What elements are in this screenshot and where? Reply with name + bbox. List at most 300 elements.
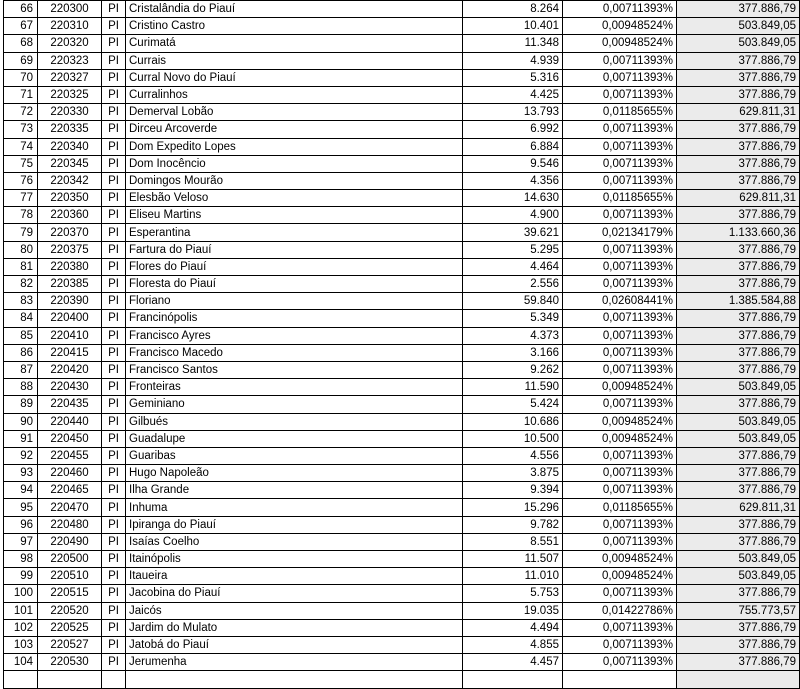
population: 4.356 bbox=[463, 172, 563, 189]
percentage: 0,00711393% bbox=[563, 619, 677, 636]
population: 4.939 bbox=[463, 52, 563, 69]
municipality-name: Cristalândia do Piauí bbox=[126, 1, 463, 18]
row-number: 76 bbox=[4, 172, 38, 189]
population: 4.494 bbox=[463, 619, 563, 636]
row-number: 66 bbox=[4, 1, 38, 18]
percentage: 0,00711393% bbox=[563, 310, 677, 327]
row-number: 73 bbox=[4, 121, 38, 138]
amount: 503.849,05 bbox=[677, 18, 800, 35]
population: 9.546 bbox=[463, 155, 563, 172]
municipality-name: Domingos Mourão bbox=[126, 172, 463, 189]
row-number: 74 bbox=[4, 138, 38, 155]
amount: 377.886,79 bbox=[677, 636, 800, 653]
population: 4.900 bbox=[463, 207, 563, 224]
table-row bbox=[4, 241, 800, 258]
percentage: 0,00711393% bbox=[563, 465, 677, 482]
ibge-code: 220310 bbox=[38, 18, 102, 35]
ibge-code: 220470 bbox=[38, 499, 102, 516]
state-code: PI bbox=[102, 104, 126, 121]
population: 10.401 bbox=[463, 18, 563, 35]
table-row bbox=[4, 35, 800, 52]
amount: 377.886,79 bbox=[677, 241, 800, 258]
table-row bbox=[4, 1, 800, 18]
municipality-name: Demerval Lobão bbox=[126, 104, 463, 121]
state-code: PI bbox=[102, 482, 126, 499]
population: 4.425 bbox=[463, 86, 563, 103]
population: 5.295 bbox=[463, 241, 563, 258]
state-code: PI bbox=[102, 258, 126, 275]
state-code: PI bbox=[102, 361, 126, 378]
population: 39.621 bbox=[463, 224, 563, 241]
amount: 1.385.584,88 bbox=[677, 293, 800, 310]
state-code: PI bbox=[102, 396, 126, 413]
population: 9.262 bbox=[463, 361, 563, 378]
amount: 377.886,79 bbox=[677, 138, 800, 155]
empty-cell bbox=[677, 671, 800, 688]
table-row bbox=[4, 482, 800, 499]
state-code: PI bbox=[102, 379, 126, 396]
amount: 755.773,57 bbox=[677, 602, 800, 619]
row-number: 77 bbox=[4, 190, 38, 207]
amount: 377.886,79 bbox=[677, 310, 800, 327]
row-number: 70 bbox=[4, 69, 38, 86]
amount: 377.886,79 bbox=[677, 52, 800, 69]
municipality-name: Guadalupe bbox=[126, 430, 463, 447]
table-row bbox=[4, 104, 800, 121]
amount: 377.886,79 bbox=[677, 207, 800, 224]
table-row bbox=[4, 430, 800, 447]
percentage: 0,01185655% bbox=[563, 104, 677, 121]
ibge-code: 220342 bbox=[38, 172, 102, 189]
percentage: 0,00948524% bbox=[563, 430, 677, 447]
population: 9.394 bbox=[463, 482, 563, 499]
percentage: 0,00711393% bbox=[563, 241, 677, 258]
amount: 377.886,79 bbox=[677, 533, 800, 550]
row-number: 85 bbox=[4, 327, 38, 344]
amount: 377.886,79 bbox=[677, 69, 800, 86]
ibge-code: 220450 bbox=[38, 430, 102, 447]
amount: 377.886,79 bbox=[677, 155, 800, 172]
row-number: 95 bbox=[4, 499, 38, 516]
municipality-name: Francinópolis bbox=[126, 310, 463, 327]
state-code: PI bbox=[102, 207, 126, 224]
percentage: 0,00711393% bbox=[563, 276, 677, 293]
empty-cell bbox=[38, 671, 102, 688]
municipality-name: Itainópolis bbox=[126, 551, 463, 568]
row-number: 91 bbox=[4, 430, 38, 447]
ibge-code: 220400 bbox=[38, 310, 102, 327]
state-code: PI bbox=[102, 241, 126, 258]
empty-cell bbox=[463, 671, 563, 688]
amount: 377.886,79 bbox=[677, 1, 800, 18]
population: 6.992 bbox=[463, 121, 563, 138]
percentage: 0,02134179% bbox=[563, 224, 677, 241]
table-row bbox=[4, 155, 800, 172]
row-number: 84 bbox=[4, 310, 38, 327]
amount: 377.886,79 bbox=[677, 344, 800, 361]
population: 9.782 bbox=[463, 516, 563, 533]
state-code: PI bbox=[102, 413, 126, 430]
table-row bbox=[4, 361, 800, 378]
municipality-name: Ipiranga do Piauí bbox=[126, 516, 463, 533]
row-number: 104 bbox=[4, 654, 38, 671]
percentage: 0,00711393% bbox=[563, 207, 677, 224]
amount: 377.886,79 bbox=[677, 619, 800, 636]
percentage: 0,00948524% bbox=[563, 18, 677, 35]
population: 4.855 bbox=[463, 636, 563, 653]
state-code: PI bbox=[102, 585, 126, 602]
amount: 503.849,05 bbox=[677, 551, 800, 568]
percentage: 0,00711393% bbox=[563, 52, 677, 69]
row-number: 67 bbox=[4, 18, 38, 35]
ibge-code: 220525 bbox=[38, 619, 102, 636]
amount: 377.886,79 bbox=[677, 327, 800, 344]
municipality-name: Ilha Grande bbox=[126, 482, 463, 499]
row-number: 102 bbox=[4, 619, 38, 636]
ibge-code: 220415 bbox=[38, 344, 102, 361]
municipality-name: Francisco Macedo bbox=[126, 344, 463, 361]
row-number: 90 bbox=[4, 413, 38, 430]
state-code: PI bbox=[102, 276, 126, 293]
table-body bbox=[4, 1, 800, 689]
ibge-code: 220465 bbox=[38, 482, 102, 499]
ibge-code: 220385 bbox=[38, 276, 102, 293]
empty-cell bbox=[4, 671, 38, 688]
municipality-name: Curimatá bbox=[126, 35, 463, 52]
state-code: PI bbox=[102, 52, 126, 69]
amount: 629.811,31 bbox=[677, 499, 800, 516]
row-number: 103 bbox=[4, 636, 38, 653]
state-code: PI bbox=[102, 344, 126, 361]
state-code: PI bbox=[102, 86, 126, 103]
table-row bbox=[4, 69, 800, 86]
table-row bbox=[4, 619, 800, 636]
ibge-code: 220460 bbox=[38, 465, 102, 482]
row-number: 82 bbox=[4, 276, 38, 293]
percentage: 0,00948524% bbox=[563, 568, 677, 585]
row-number: 80 bbox=[4, 241, 38, 258]
row-number: 96 bbox=[4, 516, 38, 533]
row-number: 69 bbox=[4, 52, 38, 69]
amount: 377.886,79 bbox=[677, 585, 800, 602]
row-number: 78 bbox=[4, 207, 38, 224]
table-row bbox=[4, 413, 800, 430]
ibge-code: 220327 bbox=[38, 69, 102, 86]
municipality-name: Esperantina bbox=[126, 224, 463, 241]
population: 4.373 bbox=[463, 327, 563, 344]
amount: 1.133.660,36 bbox=[677, 224, 800, 241]
percentage: 0,00711393% bbox=[563, 69, 677, 86]
state-code: PI bbox=[102, 430, 126, 447]
population: 19.035 bbox=[463, 602, 563, 619]
population: 5.316 bbox=[463, 69, 563, 86]
row-number: 98 bbox=[4, 551, 38, 568]
municipality-name: Dom Expedito Lopes bbox=[126, 138, 463, 155]
municipality-name: Flores do Piauí bbox=[126, 258, 463, 275]
state-code: PI bbox=[102, 516, 126, 533]
table-row bbox=[4, 86, 800, 103]
municipality-name: Inhuma bbox=[126, 499, 463, 516]
table-row bbox=[4, 447, 800, 464]
percentage: 0,00711393% bbox=[563, 585, 677, 602]
amount: 377.886,79 bbox=[677, 654, 800, 671]
municipality-name: Dirceu Arcoverde bbox=[126, 121, 463, 138]
table-row bbox=[4, 310, 800, 327]
state-code: PI bbox=[102, 568, 126, 585]
amount: 377.886,79 bbox=[677, 361, 800, 378]
percentage: 0,00711393% bbox=[563, 396, 677, 413]
table-row bbox=[4, 379, 800, 396]
population: 5.349 bbox=[463, 310, 563, 327]
row-number: 89 bbox=[4, 396, 38, 413]
municipality-name: Fartura do Piauí bbox=[126, 241, 463, 258]
table-row bbox=[4, 18, 800, 35]
population: 59.840 bbox=[463, 293, 563, 310]
amount: 377.886,79 bbox=[677, 86, 800, 103]
percentage: 0,01422786% bbox=[563, 602, 677, 619]
ibge-code: 220515 bbox=[38, 585, 102, 602]
state-code: PI bbox=[102, 327, 126, 344]
state-code: PI bbox=[102, 499, 126, 516]
population: 5.753 bbox=[463, 585, 563, 602]
population: 11.590 bbox=[463, 379, 563, 396]
percentage: 0,01185655% bbox=[563, 499, 677, 516]
table-row bbox=[4, 602, 800, 619]
municipality-name: Gilbués bbox=[126, 413, 463, 430]
row-number: 93 bbox=[4, 465, 38, 482]
municipality-name: Currais bbox=[126, 52, 463, 69]
population: 2.556 bbox=[463, 276, 563, 293]
amount: 629.811,31 bbox=[677, 104, 800, 121]
table-row bbox=[4, 344, 800, 361]
municipality-name: Curralinhos bbox=[126, 86, 463, 103]
empty-cell bbox=[102, 671, 126, 688]
table-row bbox=[4, 516, 800, 533]
table-row bbox=[4, 121, 800, 138]
amount: 503.849,05 bbox=[677, 35, 800, 52]
ibge-code: 220520 bbox=[38, 602, 102, 619]
ibge-code: 220510 bbox=[38, 568, 102, 585]
table-row bbox=[4, 258, 800, 275]
state-code: PI bbox=[102, 636, 126, 653]
municipality-name: Fronteiras bbox=[126, 379, 463, 396]
row-number: 101 bbox=[4, 602, 38, 619]
table-row bbox=[4, 52, 800, 69]
ibge-code: 220430 bbox=[38, 379, 102, 396]
percentage: 0,00711393% bbox=[563, 447, 677, 464]
percentage: 0,00711393% bbox=[563, 482, 677, 499]
amount: 629.811,31 bbox=[677, 190, 800, 207]
municipality-name: Geminiano bbox=[126, 396, 463, 413]
amount: 377.886,79 bbox=[677, 447, 800, 464]
state-code: PI bbox=[102, 533, 126, 550]
state-code: PI bbox=[102, 447, 126, 464]
municipality-name: Floresta do Piauí bbox=[126, 276, 463, 293]
row-number: 97 bbox=[4, 533, 38, 550]
population: 13.793 bbox=[463, 104, 563, 121]
state-code: PI bbox=[102, 293, 126, 310]
ibge-code: 220335 bbox=[38, 121, 102, 138]
state-code: PI bbox=[102, 190, 126, 207]
population: 10.500 bbox=[463, 430, 563, 447]
table-row bbox=[4, 327, 800, 344]
municipality-name: Elesbão Veloso bbox=[126, 190, 463, 207]
percentage: 0,00711393% bbox=[563, 636, 677, 653]
table-row bbox=[4, 585, 800, 602]
amount: 377.886,79 bbox=[677, 516, 800, 533]
population: 14.630 bbox=[463, 190, 563, 207]
empty-cell bbox=[126, 671, 463, 688]
municipality-table bbox=[3, 0, 800, 689]
row-number: 71 bbox=[4, 86, 38, 103]
amount: 377.886,79 bbox=[677, 258, 800, 275]
population: 8.264 bbox=[463, 1, 563, 18]
amount: 503.849,05 bbox=[677, 568, 800, 585]
row-number: 72 bbox=[4, 104, 38, 121]
population: 11.507 bbox=[463, 551, 563, 568]
ibge-code: 220530 bbox=[38, 654, 102, 671]
state-code: PI bbox=[102, 619, 126, 636]
state-code: PI bbox=[102, 224, 126, 241]
amount: 377.886,79 bbox=[677, 276, 800, 293]
ibge-code: 220360 bbox=[38, 207, 102, 224]
percentage: 0,00711393% bbox=[563, 361, 677, 378]
percentage: 0,01185655% bbox=[563, 190, 677, 207]
amount: 377.886,79 bbox=[677, 396, 800, 413]
ibge-code: 220440 bbox=[38, 413, 102, 430]
percentage: 0,02608441% bbox=[563, 293, 677, 310]
row-number: 83 bbox=[4, 293, 38, 310]
ibge-code: 220527 bbox=[38, 636, 102, 653]
population: 5.424 bbox=[463, 396, 563, 413]
table-row bbox=[4, 138, 800, 155]
percentage: 0,00711393% bbox=[563, 258, 677, 275]
table-row bbox=[4, 654, 800, 671]
state-code: PI bbox=[102, 1, 126, 18]
percentage: 0,00711393% bbox=[563, 121, 677, 138]
population: 4.464 bbox=[463, 258, 563, 275]
amount: 377.886,79 bbox=[677, 172, 800, 189]
population: 3.875 bbox=[463, 465, 563, 482]
municipality-name: Floriano bbox=[126, 293, 463, 310]
municipality-name: Cristino Castro bbox=[126, 18, 463, 35]
percentage: 0,00948524% bbox=[563, 379, 677, 396]
ibge-code: 220500 bbox=[38, 551, 102, 568]
row-number: 68 bbox=[4, 35, 38, 52]
row-number: 75 bbox=[4, 155, 38, 172]
ibge-code: 220490 bbox=[38, 533, 102, 550]
amount: 377.886,79 bbox=[677, 465, 800, 482]
percentage: 0,00711393% bbox=[563, 155, 677, 172]
municipality-name: Francisco Santos bbox=[126, 361, 463, 378]
state-code: PI bbox=[102, 465, 126, 482]
ibge-code: 220480 bbox=[38, 516, 102, 533]
percentage: 0,00711393% bbox=[563, 344, 677, 361]
population: 4.556 bbox=[463, 447, 563, 464]
percentage: 0,00711393% bbox=[563, 86, 677, 103]
percentage: 0,00948524% bbox=[563, 413, 677, 430]
empty-cell bbox=[563, 671, 677, 688]
row-number: 100 bbox=[4, 585, 38, 602]
ibge-code: 220325 bbox=[38, 86, 102, 103]
ibge-code: 220390 bbox=[38, 293, 102, 310]
state-code: PI bbox=[102, 138, 126, 155]
percentage: 0,00711393% bbox=[563, 138, 677, 155]
state-code: PI bbox=[102, 654, 126, 671]
amount: 503.849,05 bbox=[677, 430, 800, 447]
municipality-name: Isaías Coelho bbox=[126, 533, 463, 550]
table-row bbox=[4, 568, 800, 585]
ibge-code: 220320 bbox=[38, 35, 102, 52]
ibge-code: 220323 bbox=[38, 52, 102, 69]
table-row bbox=[4, 396, 800, 413]
ibge-code: 220420 bbox=[38, 361, 102, 378]
municipality-name: Hugo Napoleão bbox=[126, 465, 463, 482]
ibge-code: 220345 bbox=[38, 155, 102, 172]
percentage: 0,00711393% bbox=[563, 516, 677, 533]
row-number: 99 bbox=[4, 568, 38, 585]
state-code: PI bbox=[102, 35, 126, 52]
municipality-name: Jatobá do Piauí bbox=[126, 636, 463, 653]
state-code: PI bbox=[102, 121, 126, 138]
amount: 503.849,05 bbox=[677, 413, 800, 430]
ibge-code: 220455 bbox=[38, 447, 102, 464]
municipality-name: Dom Inocêncio bbox=[126, 155, 463, 172]
percentage: 0,00711393% bbox=[563, 654, 677, 671]
population: 4.457 bbox=[463, 654, 563, 671]
state-code: PI bbox=[102, 18, 126, 35]
ibge-code: 220435 bbox=[38, 396, 102, 413]
row-number: 79 bbox=[4, 224, 38, 241]
municipality-name: Curral Novo do Piauí bbox=[126, 69, 463, 86]
table-row bbox=[4, 207, 800, 224]
row-number: 88 bbox=[4, 379, 38, 396]
ibge-code: 220300 bbox=[38, 1, 102, 18]
table-row bbox=[4, 224, 800, 241]
table-row bbox=[4, 533, 800, 550]
table-row bbox=[4, 636, 800, 653]
ibge-code: 220370 bbox=[38, 224, 102, 241]
ibge-code: 220340 bbox=[38, 138, 102, 155]
table-row bbox=[4, 499, 800, 516]
municipality-name: Jardim do Mulato bbox=[126, 619, 463, 636]
table-row bbox=[4, 465, 800, 482]
table-row-partial bbox=[4, 671, 800, 688]
state-code: PI bbox=[102, 155, 126, 172]
population: 15.296 bbox=[463, 499, 563, 516]
percentage: 0,00711393% bbox=[563, 327, 677, 344]
row-number: 81 bbox=[4, 258, 38, 275]
population: 10.686 bbox=[463, 413, 563, 430]
row-number: 86 bbox=[4, 344, 38, 361]
amount: 503.849,05 bbox=[677, 379, 800, 396]
table-row bbox=[4, 551, 800, 568]
municipality-name: Francisco Ayres bbox=[126, 327, 463, 344]
municipality-name: Jaicós bbox=[126, 602, 463, 619]
table-row bbox=[4, 190, 800, 207]
percentage: 0,00711393% bbox=[563, 533, 677, 550]
population: 11.010 bbox=[463, 568, 563, 585]
municipality-name: Eliseu Martins bbox=[126, 207, 463, 224]
percentage: 0,00711393% bbox=[563, 172, 677, 189]
ibge-code: 220350 bbox=[38, 190, 102, 207]
state-code: PI bbox=[102, 172, 126, 189]
row-number: 92 bbox=[4, 447, 38, 464]
municipality-name: Itaueira bbox=[126, 568, 463, 585]
ibge-code: 220330 bbox=[38, 104, 102, 121]
ibge-code: 220375 bbox=[38, 241, 102, 258]
municipality-name: Jerumenha bbox=[126, 654, 463, 671]
